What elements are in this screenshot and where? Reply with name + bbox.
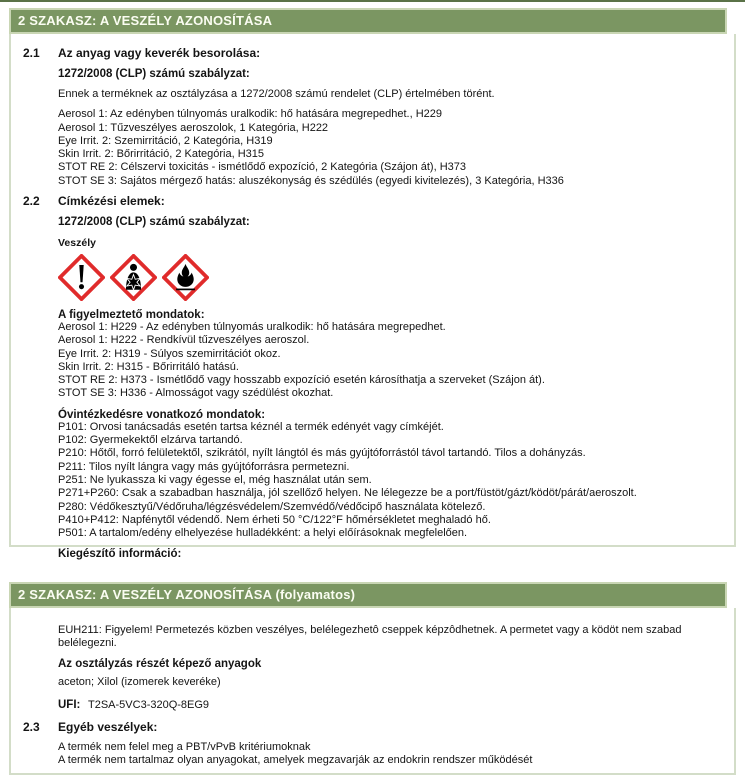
section-body <box>9 34 736 561</box>
precautionary-statement: P210: Hőtől, forró felületektől, szikrától, nyílt lángtól és más gyújtóforrástól távol tartandó. Tilos a dohányzás. <box>58 447 586 460</box>
ufi-value: T2SA-5VC3-320Q-8EG9 <box>88 698 210 711</box>
precautionary-statement: P501: A tartalom/edény elhelyezése hulladékként: a helyi előírásoknak megfelelően. <box>58 527 468 540</box>
subsection-number: 2.3 <box>23 719 40 734</box>
classification-item: STOT RE 2: Célszervi toxicitás - ismétlődő expozíció, 2 Kategória (Szájon át), H373 <box>58 161 466 174</box>
subsection-2-2-heading <box>23 194 726 208</box>
hazard-statement: STOT SE 3: H336 - Almosságot vagy szédülést okozhat. <box>58 387 334 400</box>
ghs08-health-hazard-icon <box>110 254 157 301</box>
precautionary-statements-heading: Óvintézkedésre vonatkozó mondatok: <box>58 408 266 421</box>
precautionary-statement: P280: Védőkesztyű/Védőruha/légzésvédelem/Szemvédő/védőcipő használata kötelező. <box>58 500 486 513</box>
precautionary-statement: P410+P412: Napfénytől védendő. Nem érheti 50 °C/122°F hőmérsékletet meghaladó hő. <box>58 513 491 526</box>
ufi-label: UFI: <box>58 698 81 711</box>
hazard-statements-list <box>58 321 726 401</box>
hazard-statement: Aerosol 1: H222 - Rendkívül tűzveszélyes aeroszol. <box>58 334 310 347</box>
section-2-hazard-identification-continued <box>9 582 736 775</box>
signal-word: Veszély <box>58 236 96 249</box>
subsection-title: Az anyag vagy keverék besorolása: <box>58 46 261 60</box>
precautionary-statement: P271+P260: Csak a szabadban használja, jól szellőző helyen. Ne lélegezze be a port/füstöt/gázt/ködöt/párát/aeroszolt. <box>58 487 637 500</box>
precautionary-statements-list <box>58 421 726 541</box>
classification-substances-heading: Az osztályzás részét képező anyagok <box>58 658 262 671</box>
clp-regulation-heading: 1272/2008 (CLP) számú szabályzat: <box>58 68 250 80</box>
subsection-2-3-heading <box>23 720 726 734</box>
classification-item: Aerosol 1: Az edényben túlnyomás uralkodik: hő hatására megrepedhet., H229 <box>58 108 443 121</box>
ghs-pictogram-row <box>58 254 726 301</box>
hazard-statement: Skin Irrit. 2: H315 - Bőrirritáló hatású. <box>58 360 239 373</box>
hazard-statement: Aerosol 1: H229 - Az edényben túlnyomás uralkodik: hő hatására megrepedhet. <box>58 320 446 333</box>
hazard-statement: STOT RE 2: H373 - Ismétlődő vagy hosszabb expozíció esetén károsíthatja a szerveket (Szájon át). <box>58 374 545 387</box>
page-top-rule <box>0 0 745 2</box>
other-hazard-item: A termék nem felel meg a PBT/vPvB kritériumoknak <box>58 740 311 753</box>
subsection-title: Egyéb veszélyek: <box>58 719 158 734</box>
classification-substances: aceton; Xilol (izomerek keveréke) <box>58 676 221 689</box>
classification-item: Aerosol 1: Tűzveszélyes aeroszolok, 1 Kategória, H222 <box>58 121 329 134</box>
section-body <box>9 608 736 775</box>
subsection-2-1-heading <box>23 46 726 60</box>
ghs07-exclamation-icon <box>58 254 105 301</box>
hazard-statements-heading: A figyelmeztető mondatok: <box>58 308 205 321</box>
classification-item: Skin Irrit. 2: Bőrirritáció, 2 Kategória, H315 <box>58 148 265 161</box>
subsection-number: 2.2 <box>23 193 40 208</box>
section-header: 2 SZAKASZ: A VESZÉLY AZONOSÍTÁSA <box>9 8 727 34</box>
precautionary-statement: P211: Tilos nyílt lángra vagy más gyújtóforrásra permetezni. <box>58 460 350 473</box>
other-hazard-item: A termék nem tartalmaz olyan anyagokat, amelyek megzavarják az endokrin rendszer működését <box>58 753 533 766</box>
other-hazards-list <box>58 741 726 768</box>
classification-item: Eye Irrit. 2: Szemirritáció, 2 Kategória, H319 <box>58 134 273 147</box>
subsection-number: 2.1 <box>23 46 40 60</box>
euh-statement: EUH211: Figyelem! Permetezés közben veszélyes, belélegezhetô cseppek képzôdhetnek. A permetet vagy a ködöt nem szabad belélegezni. <box>58 624 682 650</box>
classification-intro: Ennek a terméknek az osztályzása a 1272/2008 számú rendelet (CLP) értelmében törént. <box>58 88 495 100</box>
precautionary-statement: P101: Orvosi tanácsadás esetén tartsa kéznél a termék edényét vagy címkéjét. <box>58 420 444 433</box>
section-2-hazard-identification <box>9 8 736 561</box>
ufi-row <box>58 699 726 711</box>
clp-regulation-heading: 1272/2008 (CLP) számú szabályzat: <box>58 215 250 228</box>
classification-item: STOT SE 3: Sajátos mérgező hatás: aluszékonyság és szédülés (egyedi kivitelezés), 3 Kategória, H336 <box>58 174 564 187</box>
classification-list <box>58 108 726 188</box>
ghs02-flame-icon <box>162 254 209 301</box>
supplemental-info-heading: Kiegészítő információ: <box>58 548 182 561</box>
precautionary-statement: P102: Gyermekektől elzárva tartandó. <box>58 434 243 447</box>
hazard-statement: Eye Irrit. 2: H319 - Súlyos szemirritációt okoz. <box>58 347 281 360</box>
subsection-title: Címkézési elemek: <box>58 193 165 208</box>
section-header: 2 SZAKASZ: A VESZÉLY AZONOSÍTÁSA (folyamatos) <box>9 582 727 608</box>
precautionary-statement: P251: Ne lyukassza ki vagy égesse el, még használat után sem. <box>58 473 372 486</box>
